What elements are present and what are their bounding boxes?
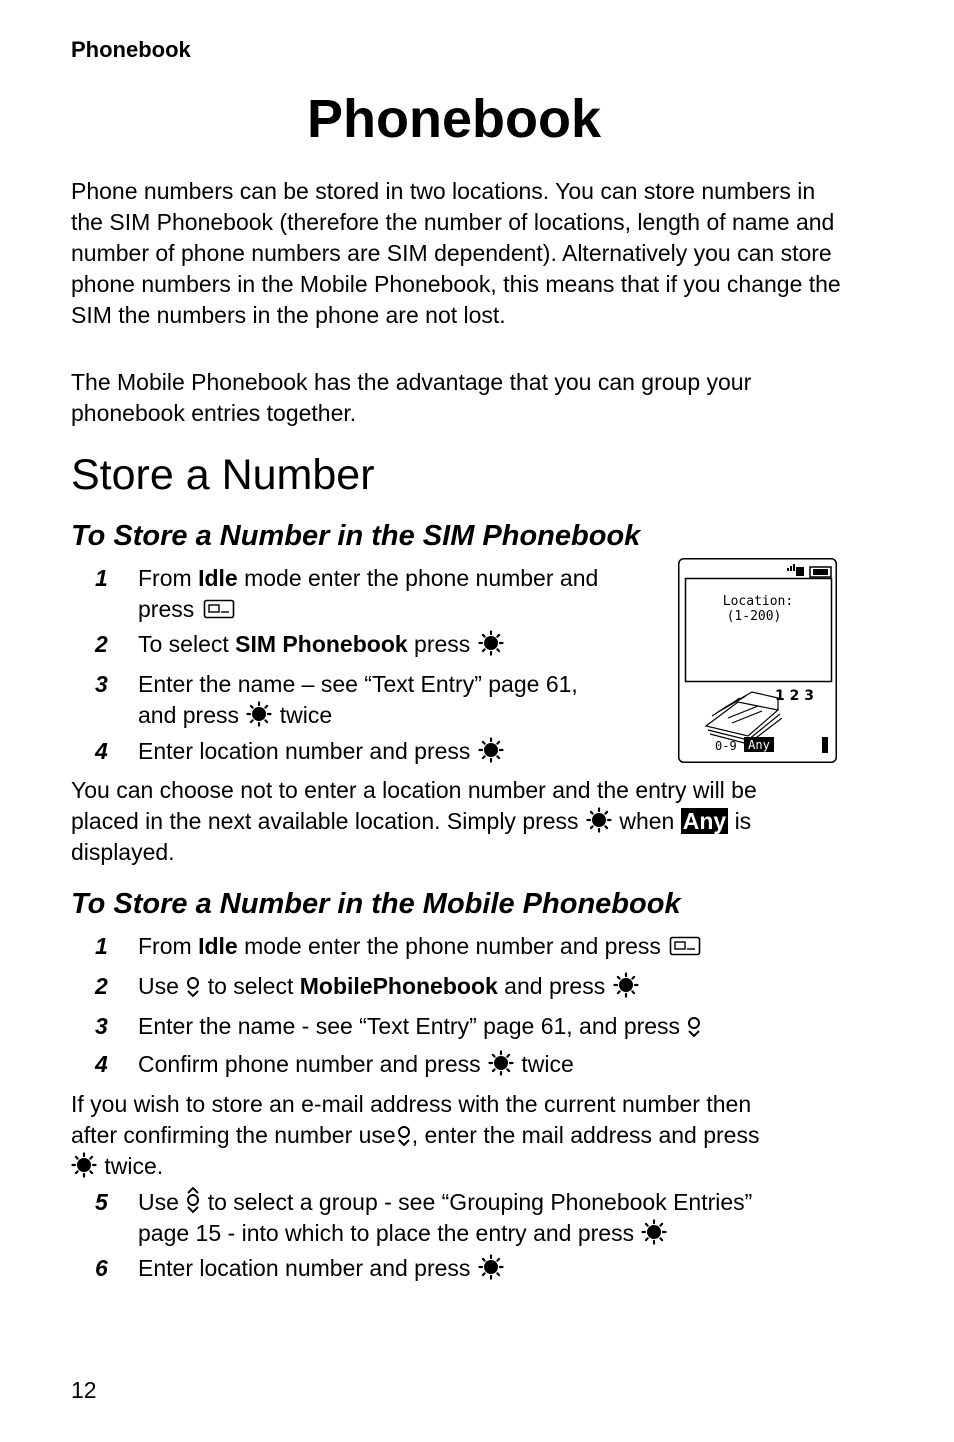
- step-text: and press twice: [138, 702, 333, 728]
- sim-note: You can choose not to enter a location number and the entry will be placed in the next available location. Simply press when Any is displayed.: [71, 777, 757, 865]
- step-number: 6: [95, 1255, 108, 1281]
- step-text: From Idle mode enter the phone number and press: [138, 931, 701, 962]
- step-number: 1: [95, 933, 108, 959]
- step-number: 1: [95, 565, 108, 591]
- running-header: Phonebook: [71, 37, 191, 62]
- step-text: Use to select a group - see “Grouping Phonebook Entries”: [138, 1187, 752, 1218]
- step-text: Use to select MobilePhonebook and press: [138, 971, 640, 1002]
- step-text: Enter the name – see “Text Entry” page 61,: [138, 671, 578, 697]
- select-key-icon: [586, 807, 612, 833]
- navigation-down-icon: [185, 975, 201, 997]
- step-number: 5: [95, 1189, 108, 1215]
- navigation-down-icon: [396, 1124, 412, 1146]
- email-note: If you wish to store an e-mail address with the current number then after confirming the number use , enter the mail address and press twice.: [71, 1091, 760, 1179]
- menu-key-icon: [203, 598, 235, 620]
- step-text: Confirm phone number and press twice: [138, 1051, 574, 1077]
- page-title: Phonebook: [307, 89, 601, 149]
- step-number: 3: [95, 1013, 108, 1039]
- select-key-icon: [71, 1152, 97, 1178]
- select-key-icon: [478, 737, 504, 763]
- sim-section-heading: To Store a Number in the SIM Phonebook: [71, 520, 641, 552]
- step-text: Enter location number and press: [138, 1253, 505, 1284]
- select-key-icon: [641, 1219, 667, 1245]
- menu-key-icon: [669, 935, 701, 957]
- select-key-icon: [613, 972, 639, 998]
- step-number: 4: [95, 738, 108, 764]
- screen-mode-label: 0-9: [715, 739, 737, 753]
- cursor-marker: [822, 737, 828, 753]
- section-heading: Store a Number: [71, 451, 375, 499]
- navigation-up-down-icon: [185, 1186, 201, 1214]
- screen-line-2: (1-200): [726, 609, 782, 624]
- intro-paragraph-2: The Mobile Phonebook has the advantage that you can group your phonebook entries together.: [71, 369, 752, 426]
- step-number: 4: [95, 1051, 108, 1077]
- keypad-digits: 1 2 3: [775, 688, 814, 704]
- step-number: 2: [95, 631, 108, 657]
- step-text: Enter location number and press: [138, 736, 505, 767]
- navigation-down-icon: [686, 1015, 702, 1037]
- screen-mode-badge: Any: [748, 738, 770, 752]
- any-badge: Any: [682, 808, 727, 834]
- intro-paragraph-1: Phone numbers can be stored in two locations. You can store numbers in the SIM Phonebook (therefore the number of locations, length of name and number of phone numbers are SIM dependent). Alternatively you can store phone numbers in the Mobile Phonebook, this means that if you change the SIM the numbers in the phone are not lost.: [71, 178, 841, 328]
- select-key-icon: [478, 630, 504, 656]
- step-text: From Idle mode enter the phone number and: [138, 565, 599, 591]
- step-text: page 15 - into which to place the entry and press: [138, 1218, 668, 1249]
- step-text: press: [138, 594, 235, 625]
- phone-screen-illustration: [678, 558, 837, 763]
- select-key-icon: [246, 701, 272, 727]
- step-number: 2: [95, 973, 108, 999]
- select-key-icon: [478, 1254, 504, 1280]
- step-text: To select SIM Phonebook press: [138, 629, 505, 660]
- mobile-section-heading: To Store a Number in the Mobile Phonebook: [71, 888, 681, 920]
- select-key-icon: [488, 1050, 514, 1076]
- screen-line-1: Location:: [722, 594, 794, 609]
- step-text: Enter the name - see “Text Entry” page 61, and press: [138, 1011, 702, 1042]
- page-number: 12: [71, 1377, 97, 1403]
- step-number: 3: [95, 671, 108, 697]
